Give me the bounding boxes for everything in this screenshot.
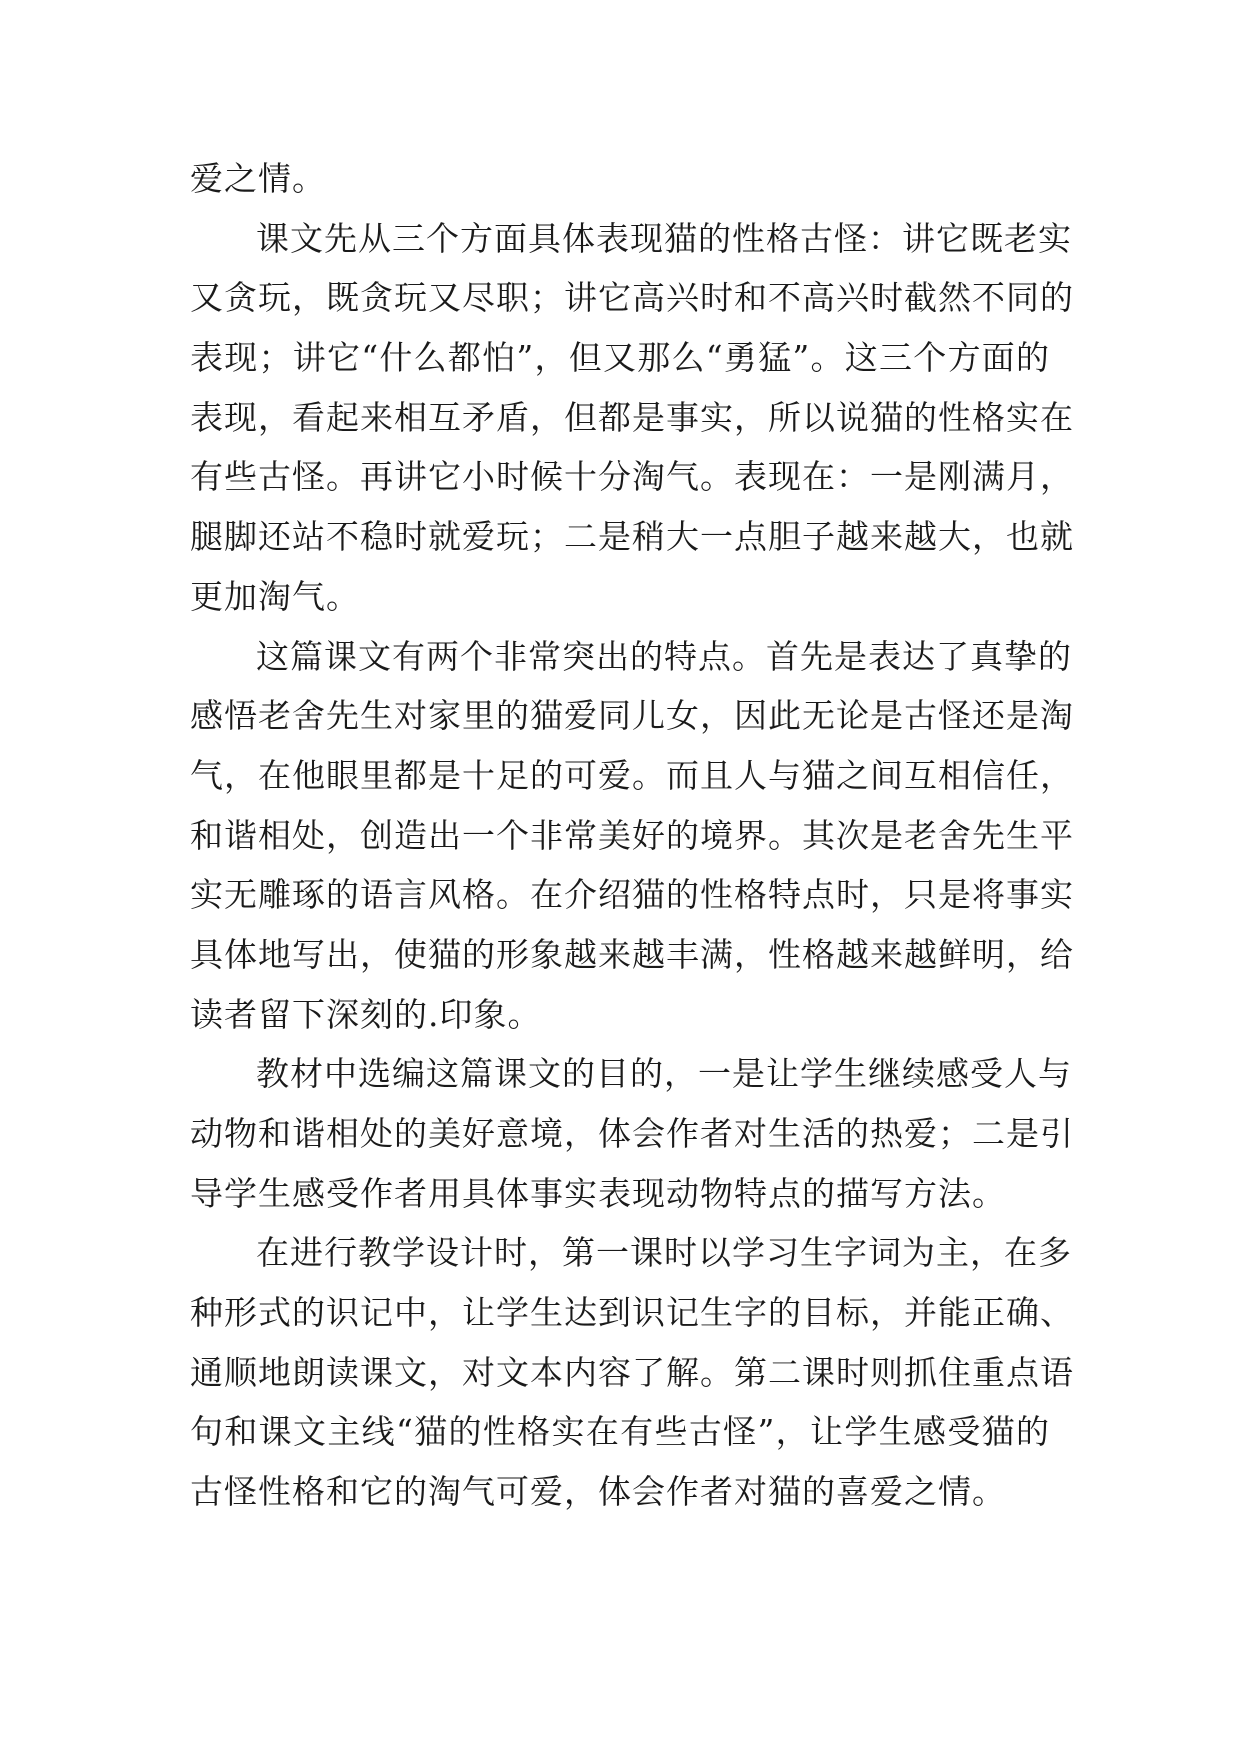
paragraph-first-line: 这篇课文有两个非常突出的特点。首先是表达了真挚的 <box>256 636 1072 676</box>
text-line: 腿脚还站不稳时就爱玩；二是稍大一点胆子越来越大，也就 <box>190 517 1074 557</box>
text-line: 读者留下深刻的.印象。 <box>190 994 542 1034</box>
text-line: 实无雕琢的语言风格。在介绍猫的性格特点时，只是将事实 <box>190 875 1074 915</box>
text-line: 导学生感受作者用具体事实表现动物特点的描写方法。 <box>190 1173 1006 1213</box>
paragraph-first-line: 教材中选编这篇课文的目的，一是让学生继续感受人与 <box>256 1054 1072 1094</box>
text-line: 古怪性格和它的淘气可爱，体会作者对猫的喜爱之情。 <box>190 1472 1006 1512</box>
paragraph-first-line: 在进行教学设计时，第一课时以学习生字词为主，在多 <box>256 1233 1072 1273</box>
text-line: 感悟老舍先生对家里的猫爱同儿女，因此无论是古怪还是淘 <box>190 696 1074 736</box>
text-line: 爱之情。 <box>190 159 326 198</box>
text-line: 更加淘气。 <box>190 576 360 616</box>
text-line: 有些古怪。再讲它小时候十分淘气。表现在：一是刚满月， <box>190 457 1074 497</box>
text-line: 句和课文主线“猫的性格实在有些古怪”，让学生感受猫的 <box>190 1412 1050 1452</box>
text-line: 表现；讲它“什么都怕”，但又那么“勇猛”。这三个方面的 <box>190 338 1050 378</box>
text-line: 动物和谐相处的美好意境，体会作者对生活的热爱；二是引 <box>190 1114 1074 1153</box>
text-line: 表现，看起来相互矛盾，但都是事实，所以说猫的性格实在 <box>190 397 1074 437</box>
text-line: 又贪玩，既贪玩又尽职；讲它高兴时和不高兴时截然不同的 <box>190 278 1074 318</box>
paragraph-first-line: 课文先从三个方面具体表现猫的性格古怪：讲它既老实 <box>256 218 1072 258</box>
text-line: 通顺地朗读课文，对文本内容了解。第二课时则抓住重点语 <box>190 1352 1074 1392</box>
text-line: 和谐相处，创造出一个非常美好的境界。其次是老舍先生平 <box>190 815 1074 855</box>
text-line: 具体地写出，使猫的形象越来越丰满，性格越来越鲜明，给 <box>190 934 1074 974</box>
text-line: 气，在他眼里都是十足的可爱。而且人与猫之间互相信任， <box>190 755 1074 795</box>
body-text <box>190 149 1074 1522</box>
text-line: 种形式的识记中，让学生达到识记生字的目标，并能正确、 <box>190 1293 1074 1333</box>
